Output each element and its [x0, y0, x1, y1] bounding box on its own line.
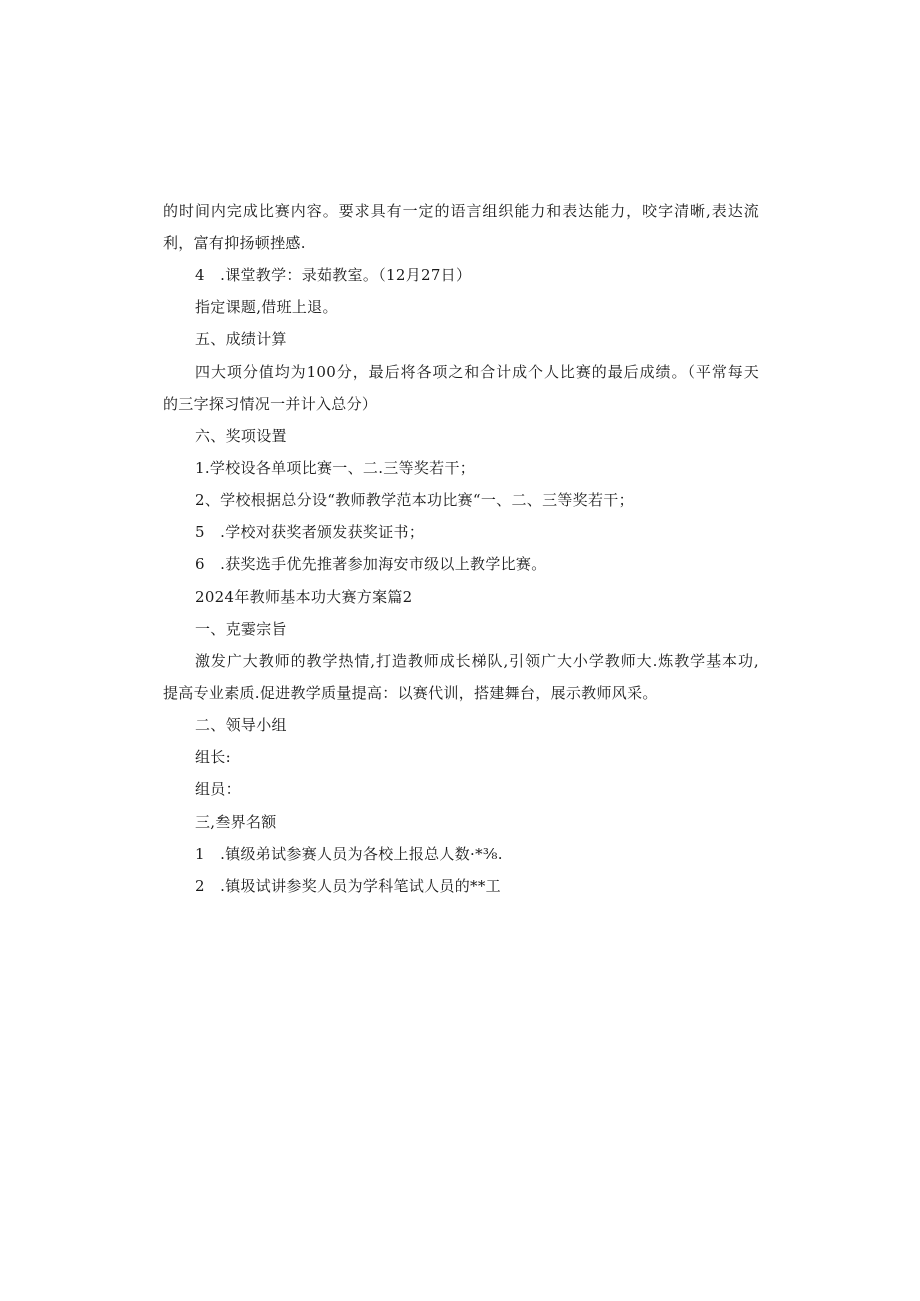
section-heading: 三,叁界名额 — [195, 813, 277, 831]
list-item: 1.学校设各单项比赛一、二.三等奖若干； — [195, 459, 476, 477]
list-item: 2、学校根据总分设“教师教学范本功比赛“一、二、三等奖若干； — [195, 491, 634, 509]
paragraph-line: 激发广大教师的教学热情,打造教师成长梯队,引领广大小学教师大.炼教学基本功, — [195, 652, 759, 670]
section-heading: 一、克霎宗旨 — [195, 620, 287, 638]
section-heading: 六、奖项设置 — [195, 427, 287, 445]
list-item: 4 .课堂教学：录茹教室。（12月27日） — [195, 266, 472, 284]
paragraph-line: 组员： — [195, 780, 241, 798]
section-heading: 五、成绩计算 — [195, 330, 287, 348]
document-title: 2024年教师基本功大赛方案篇2 — [195, 588, 413, 606]
list-item: 6 .获奖选手优先推著参加海安市级以上教学比赛。 — [195, 555, 547, 573]
paragraph-line: 四大项分值均为100分，最后将各项之和合计成个人比赛的最后成绩。（平常每天 — [195, 363, 759, 381]
paragraph-line: 的三字探习情况一并计入总分） — [163, 395, 378, 413]
list-item: 1 .镇级弟试参赛人员为各校上报总人数·*⅜. — [195, 845, 503, 863]
paragraph-line: 的时间内完成比赛内容。要求具有一定的语言组织能力和表达能力，咬字清晰,表达流 — [163, 202, 759, 220]
paragraph-line: 利，富有抑扬顿挫感. — [163, 234, 306, 252]
list-item: 5 .学校对获奖者颁发获奖证书； — [195, 523, 425, 541]
paragraph-line: 指定课题,借班上退。 — [195, 298, 338, 316]
paragraph-line: 提高专业素质.促进教学质量提高：以赛代训，搭建舞台，展示教师风采。 — [163, 684, 658, 702]
section-heading: 二、领导小组 — [195, 716, 287, 734]
list-item: 2 .镇圾试讲参奖人员为学科笔试人员的**工 — [195, 877, 501, 895]
paragraph-line: 组长: — [195, 748, 231, 766]
